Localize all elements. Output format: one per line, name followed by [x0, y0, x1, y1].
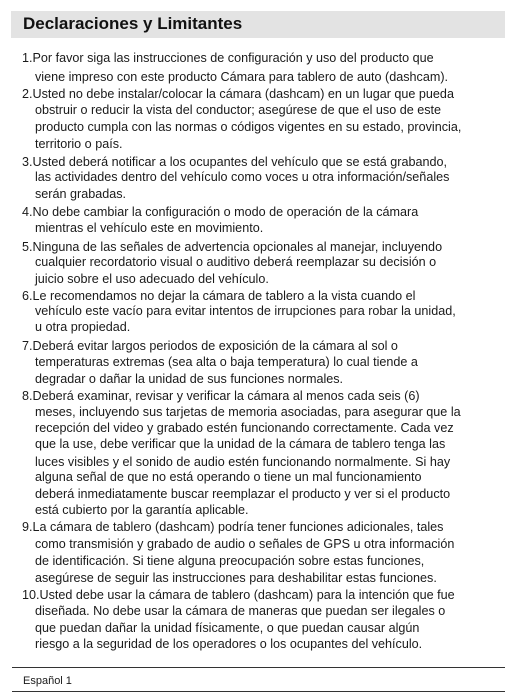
list-item-start: 3.Usted deberá notificar a los ocupantes del vehículo que se está grabando, — [22, 155, 447, 169]
list-item-line: degradar o dañar la unidad de sus funciones normales. — [35, 372, 344, 386]
list-item-line: meses, incluyendo sus tarjetas de memoria asociadas, para asegurar que la — [35, 405, 461, 419]
list-item-line: cualquier recordatorio visual o auditivo deberá reemplazar su decisión o — [35, 255, 437, 269]
list-item-start: 4.No debe cambiar la configuración o modo de operación de la cámara — [22, 205, 419, 219]
list-item-line: está cubierto por la garantía aplicable. — [35, 503, 249, 517]
list-item-line: viene impreso con este producto Cámara para tablero de auto (dashcam). — [35, 70, 449, 84]
list-item-line: luces visibles y el sonido de audio estén funcionando normalmente. Si hay — [35, 455, 451, 469]
list-item-line: diseñada. No debe usar la cámara de maneras que puedan ser ilegales o — [35, 604, 446, 618]
footer-rule-top — [12, 667, 505, 668]
list-item-line: u otra propiedad. — [35, 320, 131, 334]
list-item-line: asegúrese de seguir las instrucciones para deshabilitar estas funciones. — [35, 571, 437, 585]
page-title: Declaraciones y Limitantes — [23, 14, 243, 33]
list-item-line: mientras el vehículo este en movimiento. — [35, 221, 264, 235]
list-item-line: riesgo a la seguridad de los operadores o los ocupantes del vehículo. — [35, 637, 423, 651]
list-item-line: como transmisión y grabado de audio o señales de GPS u otra información — [35, 537, 455, 551]
list-item-line: obstruir o reducir la vista del conductor; asegúrese de que el uso de este — [35, 103, 442, 117]
list-item-start: 8.Deberá examinar, revisar y verificar la cámara al menos cada seis (6) — [22, 389, 420, 403]
list-item-start: 9.La cámara de tablero (dashcam) podría tener funciones adicionales, tales — [22, 520, 444, 534]
list-item-line: territorio o país. — [35, 137, 123, 151]
list-item-start: 1.Por favor siga las instrucciones de configuración y uso del producto que — [22, 51, 434, 65]
list-item-line: deberá inmediatamente buscar reemplazar el producto y ver si el producto — [35, 487, 451, 501]
list-item-start: 6.Le recomendamos no dejar la cámara de tablero a la vista cuando el — [22, 289, 416, 303]
list-item-start: 10.Usted debe usar la cámara de tablero (dashcam) para la intención que fue — [22, 588, 455, 602]
footer-rule-bottom — [12, 691, 505, 692]
list-item-line: producto cumpla con las normas o códigos vigentes en su estado, provincia, — [35, 120, 462, 134]
list-item-line: serán grabadas. — [35, 187, 127, 201]
list-item-line: de identificación. Si tiene alguna preocupación sobre estas funciones, — [35, 554, 425, 568]
list-item-start: 2.Usted no debe instalar/colocar la cámara (dashcam) en un lugar que pueda — [22, 87, 454, 101]
list-item-line: que la use, debe verificar que la unidad de la cámara de tablero tenga las — [35, 437, 446, 451]
list-item-line: recepción del video y grabado estén funcionando correctamente. Cada vez — [35, 421, 454, 435]
list-item-line: las actividades dentro del vehículo como voces u otra información/señales — [35, 170, 450, 184]
page-footer: Español 1 — [23, 675, 72, 687]
list-item-line: alguna señal de que no está operando o tiene un mal funcionamiento — [35, 470, 422, 484]
list-item-line: temperaturas extremas (sea alta o baja temperatura) lo cual tiende a — [35, 355, 418, 369]
list-item-line: juicio sobre el uso adecuado del vehículo. — [35, 272, 269, 286]
list-item-start: 7.Deberá evitar largos periodos de exposición de la cámara al sol o — [22, 339, 398, 353]
list-item-line: que puedan dañar la unidad físicamente, o que puedan causar algún — [35, 621, 420, 635]
list-item-start: 5.Ninguna de las señales de advertencia opcionales al manejar, incluyendo — [22, 240, 443, 254]
list-item-line: vehículo este vacío para evitar intentos de irrupciones para robar la unidad, — [35, 304, 456, 318]
